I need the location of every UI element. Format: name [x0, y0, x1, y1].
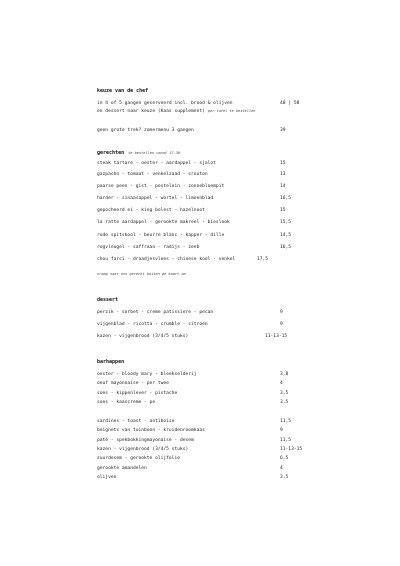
- list-item: [97, 334, 297, 340]
- item-name: perzik - sorbet - creme patissiere - pecan: [97, 310, 214, 315]
- list-item: [97, 475, 297, 481]
- item-name: sardines - toast - antiboise: [97, 419, 175, 424]
- list-item: [97, 233, 297, 239]
- item-name: gazpacho - tomaat - venkelzaad - crouton: [97, 172, 208, 177]
- chef-dessert-label: en dessert naar keuze (Kaas supplement): [97, 109, 205, 114]
- item-price: 9: [280, 428, 283, 433]
- gerechten-footnote: vraag naar ons gerecht buiten de kaart om: [97, 272, 186, 276]
- chef-summer-price: 39: [280, 128, 286, 133]
- item-name: kazen - vijgenbrood (3/4/5 stuks): [97, 334, 189, 339]
- chef-summer-label: geen grote trek? zomermenu 3 gangen: [97, 128, 194, 133]
- item-name: soes - kaascreme - pe: [97, 400, 156, 405]
- section-title-chef: keuze van de chef: [97, 88, 149, 94]
- item-price: 3,5: [280, 475, 289, 480]
- item-name: vijgenblad - ricotta - crumble - citroen: [97, 322, 208, 327]
- list-item: [97, 456, 297, 462]
- item-price: 3,5: [280, 391, 289, 396]
- item-name: rode spitskool - beurre blanc - kapper - dille: [97, 233, 225, 238]
- chef-dessert-row: [97, 108, 297, 114]
- list-item: [97, 391, 297, 397]
- list-item: [97, 419, 297, 425]
- item-name: paarse peen - gist - postelein - zonnebloempit: [97, 184, 225, 189]
- chef-menu-label: in 4 of 5 gangen geserveerd incl. brood & olijven: [97, 101, 233, 106]
- item-price: 13: [280, 172, 286, 177]
- list-item: [97, 161, 297, 167]
- item-price: 16,5: [280, 196, 292, 201]
- item-name: gerookte amandelen: [97, 466, 147, 471]
- item-price: 4: [280, 466, 283, 471]
- list-item: [97, 310, 297, 316]
- list-item: [97, 322, 297, 328]
- list-item: [97, 438, 297, 444]
- chef-menu-price: 48 | 58: [280, 101, 300, 106]
- item-price: 15: [280, 161, 286, 166]
- list-item: [97, 381, 297, 387]
- section-title-barhappen: barhappen: [97, 359, 125, 365]
- item-price: 11-13-15: [265, 334, 288, 339]
- gerechten-title-text: gerechten: [97, 150, 125, 156]
- item-name: beignets van tuinboon - kruidenroomkaas: [97, 428, 205, 433]
- item-price: 9: [280, 322, 283, 327]
- chef-dessert-note: per tafel te bestellen: [207, 109, 256, 113]
- item-name: olijven: [97, 475, 117, 480]
- item-price: 15: [280, 208, 286, 213]
- chef-menu-row: [97, 101, 300, 107]
- item-price: 16,5: [280, 245, 292, 250]
- chef-summer-row: [97, 128, 297, 134]
- list-item: [97, 220, 297, 226]
- item-price: 4: [280, 381, 283, 386]
- item-price: 3,5: [280, 400, 289, 405]
- item-name: soes - kippenlever - pistache: [97, 391, 178, 396]
- section-title-gerechten: [97, 150, 180, 156]
- item-price: 17,5: [257, 257, 269, 262]
- list-item: [97, 400, 297, 406]
- item-name: zuurdesem - gerookte olijfolie: [97, 456, 180, 461]
- list-item: [97, 447, 303, 453]
- item-price: 11-13-15: [280, 447, 303, 452]
- item-price: 11,5: [280, 419, 292, 424]
- list-item: [97, 184, 297, 190]
- list-item: [97, 172, 297, 178]
- item-name: harder - sinaasappel - wortel - limoenblad: [97, 196, 214, 201]
- list-item: [97, 466, 297, 472]
- item-name: oester - bloody mary - bleekselderij: [97, 372, 197, 377]
- item-price: 3,8: [280, 372, 289, 377]
- list-item: [97, 245, 297, 251]
- item-name: rogvleugel - saffraan - radijs - zeeb: [97, 245, 200, 250]
- item-name: kazen - vijgenbrood (3/4/5 stuks): [97, 447, 189, 452]
- item-name: chou farci - draadjesvlees - chinese kool - venkel: [97, 257, 236, 262]
- item-price: 14: [280, 184, 286, 189]
- item-name: steak tartare - oester - aardappel - sjalot: [97, 161, 216, 166]
- item-name: la ratte aardappel - gerookte makreel - bieslook: [97, 220, 230, 225]
- item-price: 11,5: [280, 438, 292, 443]
- item-price: 6,5: [280, 456, 289, 461]
- item-name: paté - spekbokkingmayonaise - desem: [97, 438, 194, 443]
- list-item: [97, 372, 297, 378]
- item-price: 9: [280, 310, 283, 315]
- item-name: oeuf mayonnaise - per twee: [97, 381, 169, 386]
- item-price: 15,5: [280, 220, 292, 225]
- list-item: [97, 428, 297, 434]
- item-name: gepocheerd ei - king bolest - hazelnoot: [97, 208, 205, 213]
- list-item: [97, 257, 297, 263]
- list-item: [97, 196, 297, 202]
- gerechten-note: te bestellen vanaf 17.30: [128, 151, 181, 155]
- section-title-dessert: dessert: [97, 297, 119, 303]
- item-price: 14,5: [280, 233, 292, 238]
- list-item: [97, 208, 297, 214]
